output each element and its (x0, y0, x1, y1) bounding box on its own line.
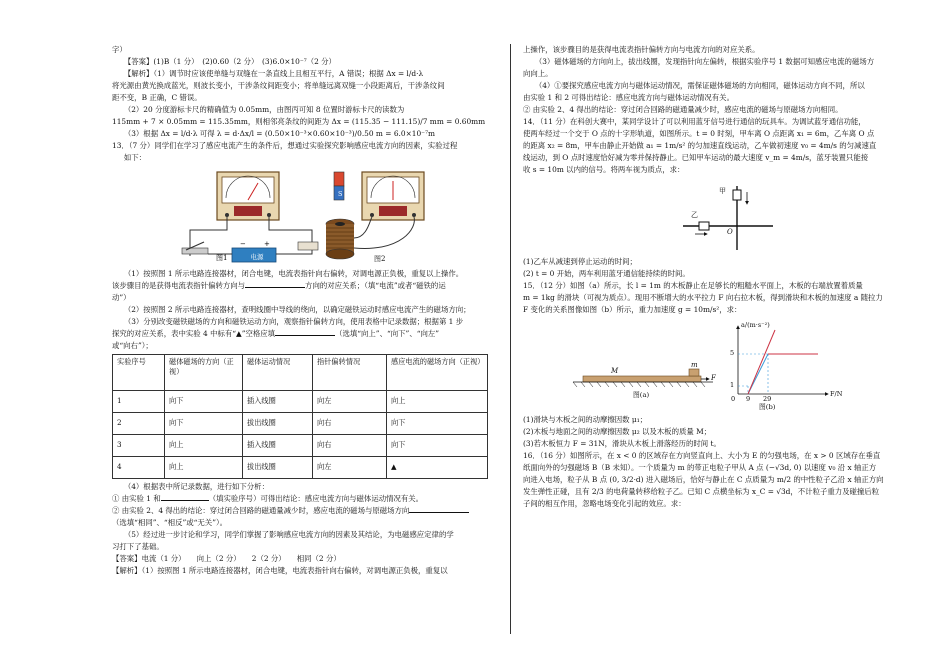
table-cell: 3 (113, 434, 165, 456)
block-mass-label: m (691, 360, 698, 369)
table-cell: 向右 (313, 434, 387, 456)
right-column (523, 44, 915, 510)
answer-blank[interactable] (161, 493, 209, 501)
formula-line: 115mm + 7 × 0.05mm = 115.35mm，则相邻亮条纹的间距为 Δx = (115.35 − 111.15)/7 mm = 0.60mm (112, 116, 486, 126)
chart-x-label: F/N (830, 389, 843, 398)
question-14-line: 使两车经过一个交于 O 点的十字形轨道，如图所示。t = 0 时刻，甲车离 O 点距离 x₁ = 6m，乙车离 O 点 (523, 128, 875, 138)
table-cell: 向左 (313, 456, 387, 478)
board-mass-label: M (611, 366, 619, 375)
table-cell: 插入线圈 (243, 390, 313, 412)
text-line: 向向上。 (523, 68, 553, 78)
table-header-row (113, 354, 488, 390)
text-line: （3）磁体磁场的方向向上，拔出线圈，发现指针向左偏转，根据实验序号 1 数据可知感应电流的磁场方 (534, 56, 875, 66)
answer-line: 【答案】(1)B（1 分） (2)0.60（2 分） (3)6.0×10⁻⁷（2 分） (123, 56, 336, 66)
table-row (113, 456, 488, 478)
table-header-cell: 指针偏转情况 (313, 354, 387, 390)
question-16-line: 纸面向外的匀强磁场 B（B 未知）。一个质量为 m 的带正电粒子甲从 A 点 (−√3d, 0) 以速度 v₀ 沿 x 轴正方 (523, 462, 877, 472)
chart-tick-x29: 29 (763, 394, 772, 403)
text-line: （2）20 分度游标卡尺的精确值为 0.05mm，由图丙可知 8 位置时游标卡尺的读数为 (123, 104, 405, 114)
analysis-line: 【解析】（1）调节时应该使单缝与双缝在一条直线上且相互平行，A 错误；根据 Δx = l/d·λ (123, 68, 424, 78)
text-line: 距不变，B 正确，C 错误。 (112, 92, 202, 102)
question-16-line: 子间的相互作用，忽略电场变化引起的效应。求： (523, 498, 686, 508)
q13-part3-cont (112, 328, 496, 340)
question-14-line: 的距离 x₂ = 8m，甲车由静止开始做 a₁ = 1m/s² 的匀加速直线运动，乙车做初速度 v₀ = 4m/s 的匀减速直 (523, 140, 877, 150)
q14-part2: (2) t = 0 开始，两车利用蓝牙通信能持续的时间。 (523, 268, 690, 278)
q13-part4-a-text: ① 由实验 1 和 (112, 493, 161, 503)
q13-part1-end: 动”） (112, 292, 131, 302)
q13-part4-a-text-b: （填实验序号）可得出结论：感应电流方向与磁体运动情况有关。 (208, 493, 424, 503)
car-yi-label: 乙 (691, 210, 698, 219)
magnet-n-label: N (338, 201, 344, 210)
question-15-line: m = 1kg 的滑块（可视为质点）。现用不断增大的水平拉力 F 向右拉木板，得到滑块和木板的加速度 a 随拉力 (523, 292, 883, 302)
q15-part2: (2)木板与地面之间的动摩擦因数 μ₂ 以及木板的质量 M； (523, 426, 712, 436)
fig1-caption: 图1 (216, 253, 228, 262)
table-row (113, 412, 488, 434)
table-cell: 2 (113, 412, 165, 434)
table-cell: ▲ (387, 456, 488, 478)
q13-part4-b (112, 505, 496, 517)
table-header-cell: 感应电流的磁场方向（正视） (387, 354, 488, 390)
table-cell: 拔出线圈 (243, 412, 313, 434)
table-cell: 向左 (313, 390, 387, 412)
svg-text:+: + (264, 239, 270, 248)
q13-analysis: 【解析】（1）按照图 1 所示电路连接器材，闭合电键，电流表指针向右偏转，对调电源正负极，重复以 (112, 565, 448, 575)
text-line: 由实验 1 和 2 可得出结论：感应电流方向与磁体运动情况有关。 (523, 92, 734, 102)
q13-part3-end: 或“向右”）； (112, 340, 153, 350)
question-15-line: F 变化的关系图像如图（b）所示，重力加速度 g = 10m/s²，求： (523, 304, 742, 314)
question-14-title: 14．（11 分）在科创大赛中，某同学设计了可以利用蓝牙信号进行通信的玩具车。为调试蓝牙通信功能， (523, 116, 866, 126)
chart-y-label: a/(m·s⁻²) (741, 320, 770, 329)
fig15b-caption: 图(b) (759, 402, 776, 411)
q13-part4-a (112, 493, 496, 505)
question-15-title: 15．（12 分）如图（a）所示，长 l = 1m 的木板静止在足够长的粗糙水平面上，木板的右端放置着质量 (523, 280, 863, 290)
text-line: 将光源由黄光换成蓝光，则波长变小，干涉条纹间距变小；将单缝远离双缝一小段距离后，干涉条纹间 (112, 80, 445, 90)
table-cell: 向右 (313, 412, 387, 434)
table-cell: 插入线圈 (243, 434, 313, 456)
table-row (113, 390, 488, 412)
table-header-cell: 实验序号 (113, 354, 165, 390)
question-13-title: 13．（7 分）同学们在学习了感应电流产生的条件后，想通过实验探究影响感应电流方向的因素，实验过程 (112, 140, 458, 150)
galvanometer-1-icon (217, 172, 279, 220)
force-label: F (711, 373, 716, 382)
q13-part5: （5）经过进一步讨论和学习，同学们掌握了影响感应电流方向的因素及其结论，为电磁感应定律的学 (123, 529, 454, 539)
resistor-icon (298, 242, 318, 250)
chart-tick-x0: 0 (731, 394, 736, 403)
text-line: 字） (112, 45, 127, 54)
q13-part4-b-text: ② 由实验 2、4 得出的结论：穿过闭合回路的磁通量减少时，感应电流的磁场与原磁场方向 (112, 505, 410, 515)
experiment-table (112, 354, 488, 479)
table-cell: 1 (113, 390, 165, 412)
q15-part3: (3)若木板恒力 F = 31N，滑块从木板上滑落经历的时间 t。 (523, 438, 721, 448)
svg-text:−: − (240, 239, 246, 248)
q13-part3-text: 探究的对应关系，表中实验 4 中标有“▲”空格应填 (112, 328, 276, 338)
question-16-title: 16．（16 分）如图所示，在 x < 0 的区域存在方向竖直向上、大小为 E 的匀强电场，在 x > 0 区域存在垂直 (523, 450, 881, 460)
chart-tick-x9: 9 (746, 394, 751, 403)
question-14-line: 收 s = 10m 以内的信号。将两车视为质点，求： (523, 164, 685, 174)
q13-part1: （1）按照图 1 所示电路连接器材，闭合电键，电流表指针向右偏转，对调电源正负极，重复以上操作。 (123, 268, 464, 278)
fig2-caption: 图2 (374, 254, 386, 263)
text-line: （4）①要探究感应电流方向与磁体运动情况，需保证磁体磁场的方向相同，磁体运动方向不同，所以 (534, 80, 865, 90)
origin-label: O (727, 227, 733, 236)
question-16-line: 向进入电场，粒子从 B 点 (0, 3/2·d) 进入磁场后，恰好与静止在 C 点质量为 m/2 的中性粒子乙沿 x 轴正方向 (523, 474, 884, 484)
q13-part5-end: 习打下了基础。 (112, 541, 164, 551)
q14-part1: (1)乙车从减速到停止运动的时间； (523, 256, 637, 266)
q13-part2: （2）按照图 2 所示电路连接器材，查明线圈中导线的绕向，以确定磁铁运动时感应电流产生的磁场方向； (123, 304, 471, 314)
q13-part3-text-b: （选填“向上”、“向下”、“向左” (335, 328, 440, 338)
text-line: 上操作，该步骤目的是获得电流表指针偏转方向与电流方向的对应关系。 (523, 45, 760, 54)
board-svg (523, 320, 915, 400)
table-header-cell: 磁体磁场的方向（正视） (165, 354, 243, 390)
table-cell: 向上 (165, 434, 243, 456)
text-line: ② 由实验 2、4 得出的结论：穿过闭合回路的磁通量减少时，感应电流的磁场与原磁场方向相同。 (523, 104, 843, 114)
question-14-line: 线运动，到 O 点时速度恰好减为零并保持静止。已知甲车运动的最大速度 v_m = 4m/s，蓝牙装置只能接 (523, 152, 869, 162)
table-row (113, 434, 488, 456)
answer-blank[interactable] (245, 280, 305, 288)
chart-tick-y1: 1 (730, 380, 735, 389)
left-column (112, 44, 496, 577)
magnet-s-label: S (338, 189, 343, 198)
table-cell: 向下 (387, 434, 488, 456)
table-cell: 拔出线圈 (243, 456, 313, 478)
fig15b-caption-row (523, 404, 915, 414)
board-figures (523, 320, 915, 403)
experiment-figures (112, 168, 496, 264)
answer-blank[interactable] (275, 328, 335, 336)
table-cell: 向下 (387, 412, 488, 434)
q13-part1-cont (112, 280, 496, 292)
column-divider (510, 44, 511, 634)
table-cell: 向下 (165, 390, 243, 412)
table-header-cell: 磁体运动情况 (243, 354, 313, 390)
fig15a-caption: 图(a) (633, 390, 650, 399)
q13-part1-text-b: 方向的对应关系；（填“电流”或者“磁铁的运 (305, 280, 446, 290)
table-cell: 向上 (165, 456, 243, 478)
switch-icon (182, 242, 208, 254)
question-16-line: 发生弹性正碰，且有 2/3 的电荷量转移给粒子乙。已知 C 点横坐标为 x_C = √3d，不计粒子重力及碰撞后粒 (523, 486, 880, 496)
question-13-title-cont: 如下： (123, 152, 147, 162)
table-cell: 向上 (387, 390, 488, 412)
coil-icon (326, 219, 354, 259)
power-label: 电源 (250, 252, 264, 261)
car-jia-label: 甲 (719, 186, 726, 195)
chart-tick-y5: 5 (730, 348, 735, 357)
table-cell: 向下 (165, 412, 243, 434)
formula-line: （3）根据 Δx = l/d·λ 可得 λ = d·Δx/l = (0.50×10⁻³×0.60×10⁻³)/0.50 m = 6.0×10⁻⁷m (123, 128, 436, 138)
q13-part1-text: 该步骤目的是获得电流表指针偏转方向与 (112, 280, 246, 290)
q13-answer: 【答案】电流（1 分） 向上（2 分） 2（2 分） 相同（2 分） (112, 553, 341, 563)
q13-part4-b-end: （选填“相同”、“相反”或“无关”）。 (112, 517, 228, 527)
answer-blank[interactable] (409, 505, 469, 513)
experiment-figure-svg (112, 168, 496, 264)
q15-part1: (1)滑块与木板之间的动摩擦因数 μ₁； (523, 414, 648, 424)
table-cell: 4 (113, 456, 165, 478)
q13-part3: （3）分别改变磁铁磁场的方向和磁铁运动方向，观察指针偏转方向，使用表格中记录数据；根据第 1 步 (123, 316, 464, 326)
cross-track-figure (523, 180, 915, 252)
q13-part4: （4）根据表中所记录数据，进行如下分析： (123, 481, 269, 491)
galvanometer-2-icon (362, 172, 424, 220)
